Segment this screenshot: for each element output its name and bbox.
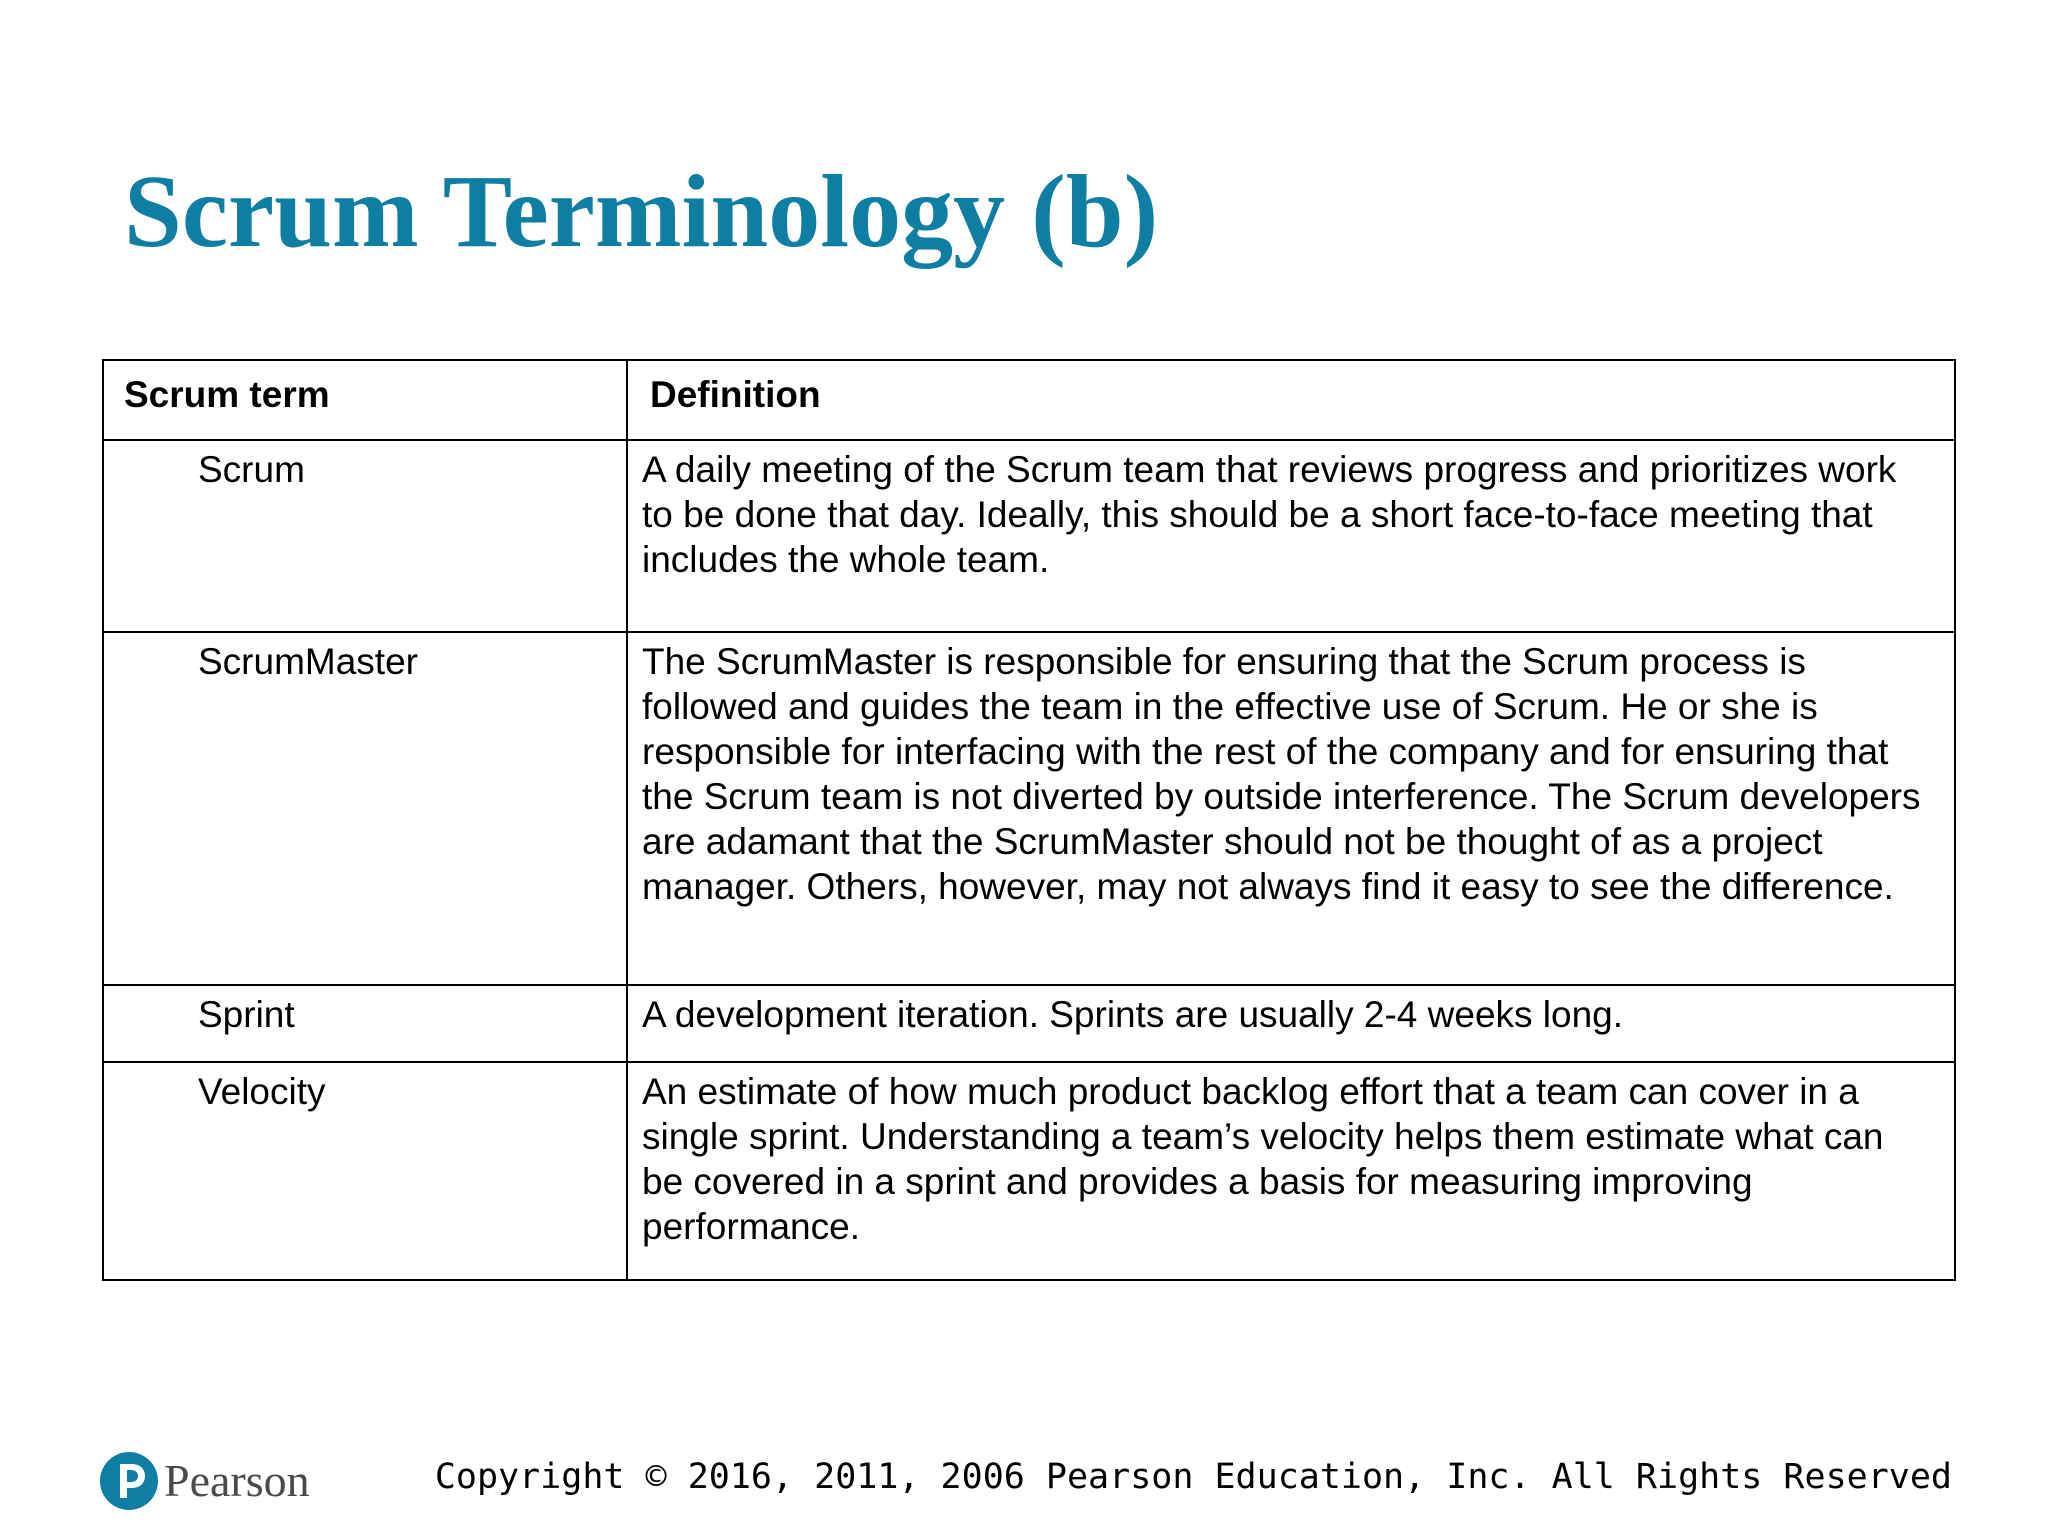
table-row — [103, 632, 1955, 985]
copyright-notice: Copyright © 2016, 2011, 2006 Pearson Education, Inc. All Rights Reserved — [434, 1457, 1952, 1497]
table-row — [103, 985, 1955, 1062]
pearson-logo — [100, 1452, 310, 1510]
definition-cell: The ScrumMaster is responsible for ensuring that the Scrum process is followed and guides the team in the effective use of Scrum. He or she is responsible for interfacing with the rest of the company and for ensuring that the Scrum team is not diverted by outside interference. The Scrum developers are adamant that the ScrumMaster should not be thought of as a project manager. Others, however, may not always find it easy to see the difference. — [627, 632, 1955, 985]
pearson-wordmark: Pearson — [164, 1455, 310, 1506]
header-scrum-term: Scrum term — [103, 360, 627, 440]
definition-cell: A development iteration. Sprints are usually 2-4 weeks long. — [627, 985, 1955, 1062]
table-header-row — [103, 360, 1955, 440]
header-definition: Definition — [627, 360, 1955, 440]
table-row — [103, 440, 1955, 632]
pearson-p-logo-icon — [100, 1452, 158, 1510]
slide-title: Scrum Terminology (b) — [124, 154, 1159, 269]
term-cell: Scrum — [103, 440, 627, 632]
definition-cell: An estimate of how much product backlog effort that a team can cover in a single sprint. Understanding a team’s velocity helps them estimate what can be covered in a sprint and provides a basis for measuring improving performance. — [627, 1062, 1955, 1280]
table-row — [103, 1062, 1955, 1280]
definition-cell: A daily meeting of the Scrum team that reviews progress and prioritizes work to be done that day. Ideally, this should be a short face-to-face meeting that includes the whole team. — [627, 440, 1955, 632]
scrum-terms-table — [102, 359, 1956, 1281]
term-cell: Velocity — [103, 1062, 627, 1280]
term-cell: Sprint — [103, 985, 627, 1062]
term-cell: ScrumMaster — [103, 632, 627, 985]
